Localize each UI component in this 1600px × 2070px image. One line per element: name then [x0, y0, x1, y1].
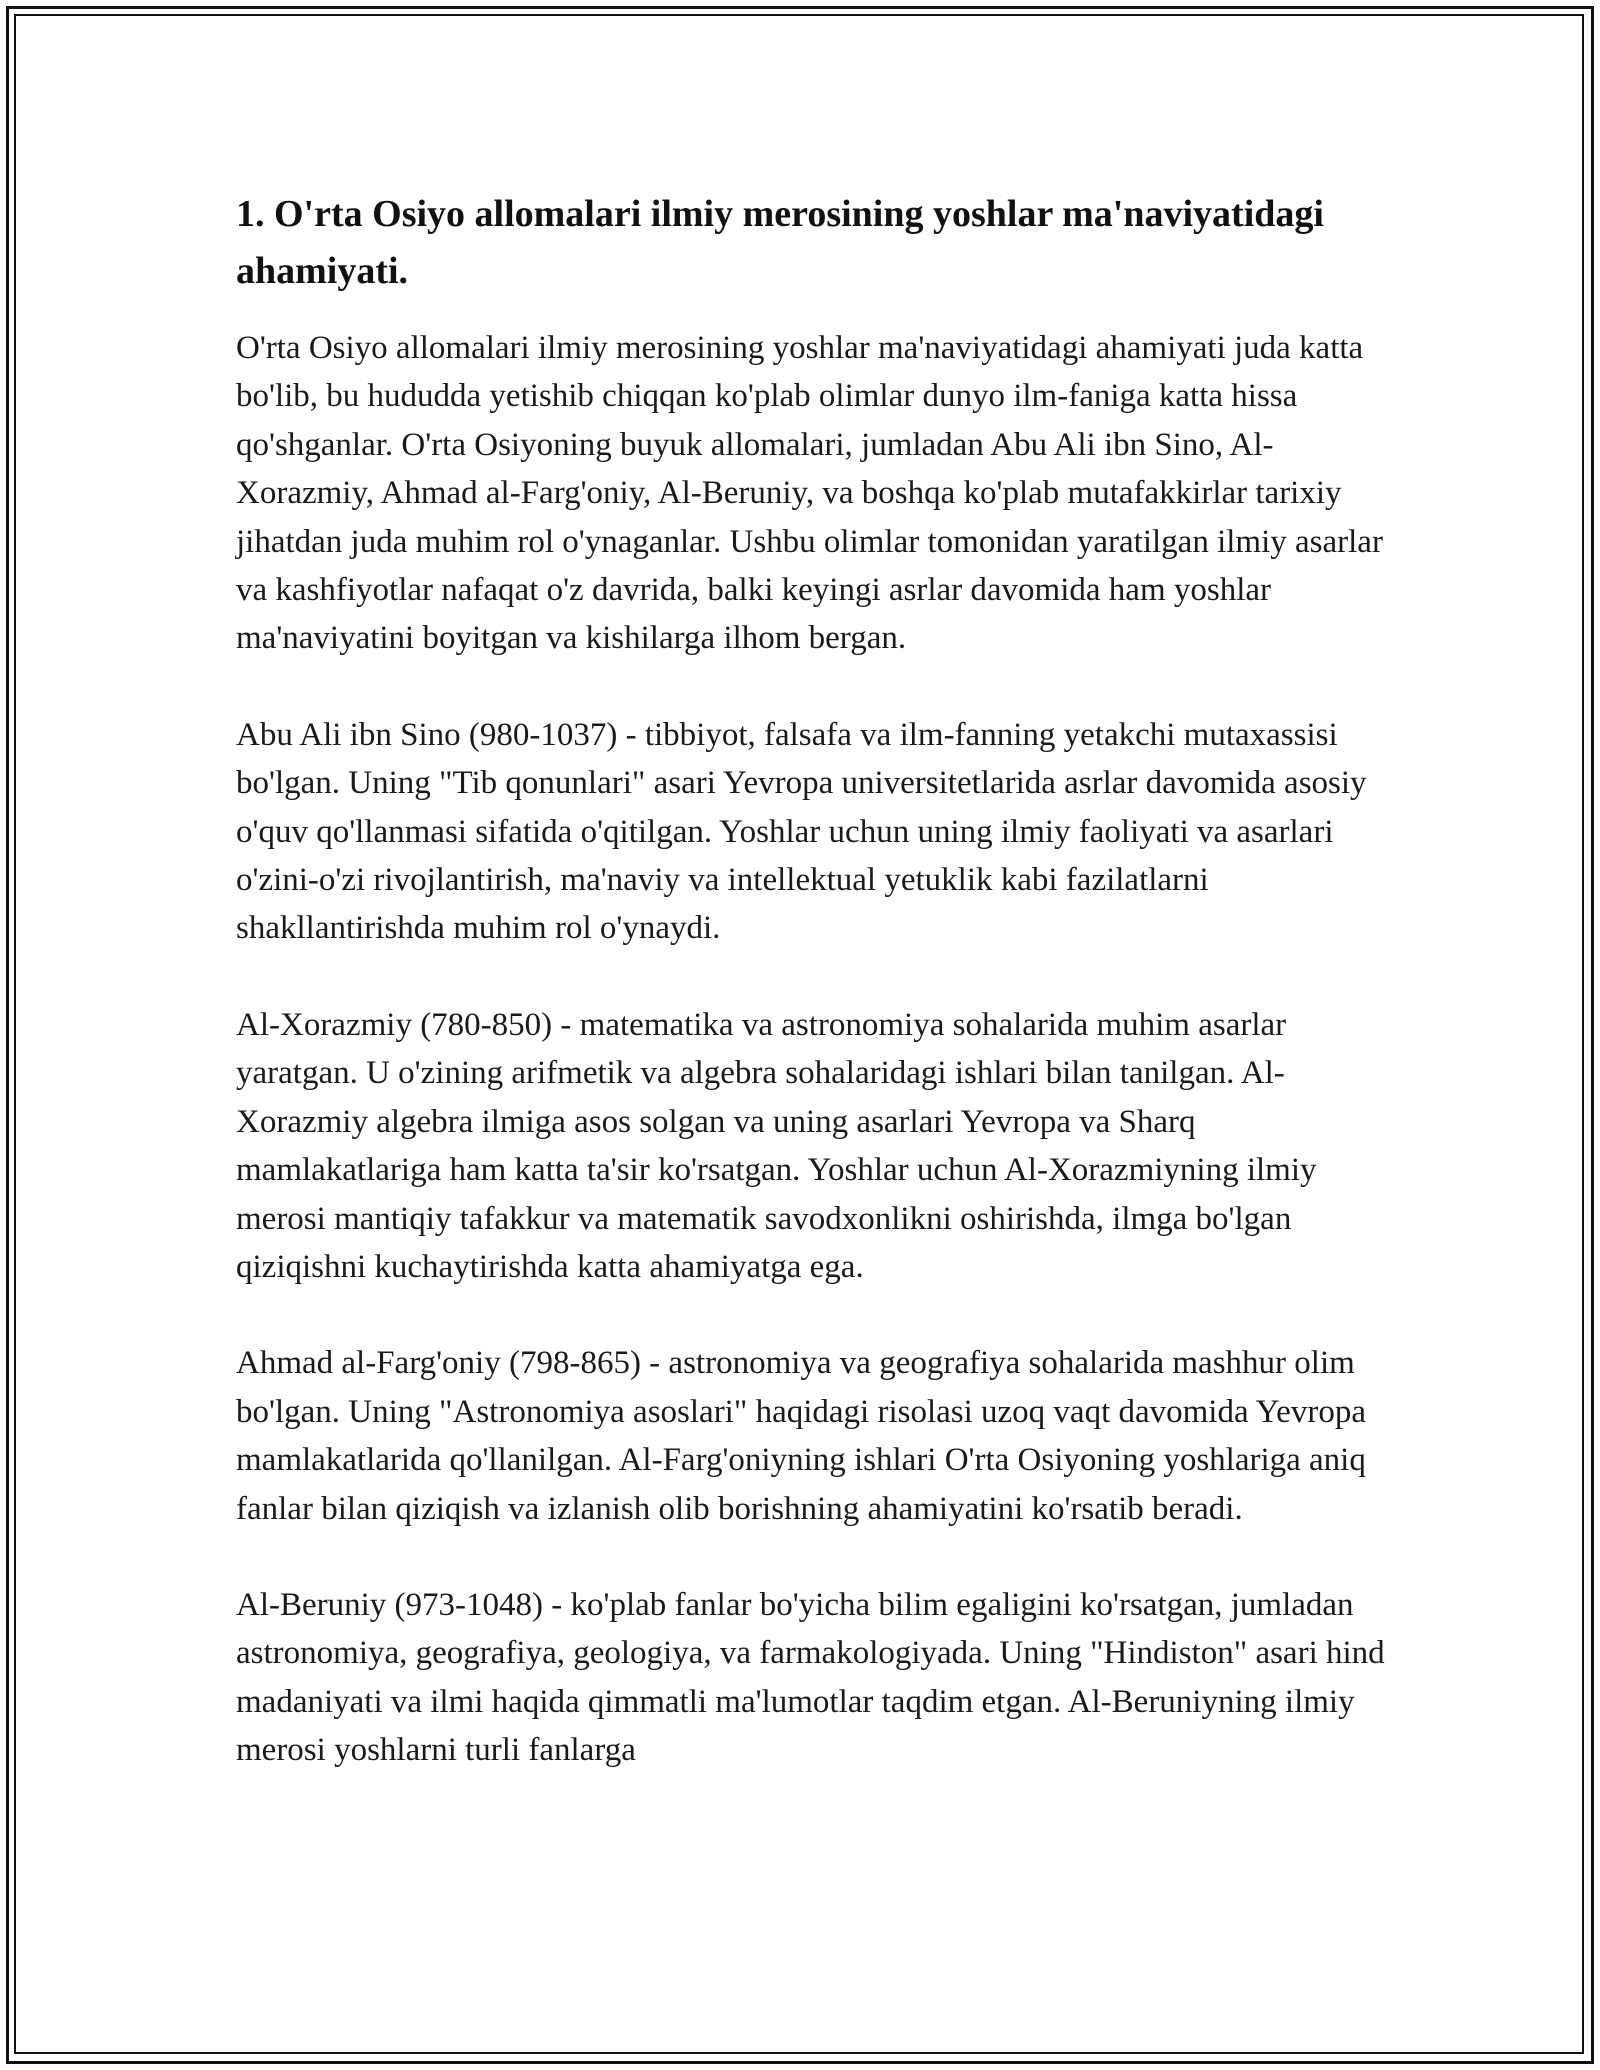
paragraph-al-fargoniy: Ahmad al-Farg'oniy (798-865) - astronomiya va geografiya sohalarida mashhur olim bo'lgan. Uning "Astronomiya asoslari" haqidagi risolasi uzoq vaqt davomida Yevropa mamlakatlarida qo'llanilgan. Al-Farg'oniyning ishlari O'rta Osiyoning yoshlariga aniq fanlar bilan qiziqish va izlanish olib borishning ahamiyatini ko'rsatib beradi. — [236, 1345, 1366, 1527]
paragraph-al-beruniy: Al-Beruniy (973-1048) - ko'plab fanlar bo'yicha bilim egaligini ko'rsatgan, jumladan astronomiya, geografiya, geologiya, va farmakologiyada. Uning "Hindiston" asari hind madaniyati va ilmi haqida qimmatli ma'lumotlar taqdim etgan. Al-Beruniyning ilmiy merosi yoshlarni turli fanlarga — [236, 1586, 1385, 1769]
section-heading: 1. O'rta Osiyo allomalari ilmiy merosining yoshlar ma'naviyatidagi ahamiyati. — [236, 193, 1324, 292]
paragraph-al-xorazmiy: Al-Xorazmiy (780-850) - matematika va astronomiya sohalarida muhim asarlar yaratgan. U o'zining arifmetik va algebra sohalaridagi ishlari bilan tanilgan. Al-Xorazmiy algebra ilmiga asos solgan va uning asarlari Yevropa va Sharq mamlakatlariga ham katta ta'sir ko'rsatgan. Yoshlar uchun Al-Xorazmiyning ilmiy merosi mantiqiy tafakkur va matematik savodxonlikni oshirishda, ilmga bo'lgan qiziqishni kuchaytirishda katta ahamiyatga ega. — [236, 1006, 1317, 1285]
paragraph-ibn-sino: Abu Ali ibn Sino (980-1037) - tibbiyot, falsafa va ilm-fanning yetakchi mutaxassisi bo'lgan. Uning "Tib qonunlari" asari Yevropa universitetlarida asrlar davomida asosiy o'quv qo'llanmasi sifatida o'qitilgan. Yoshlar uchun uning ilmiy faoliyati va asarlari o'zini-o'zi rivojlantirish, ma'naviy va intellektual yetuklik kabi fazilatlarni shakllantirishda muhim rol o'ynaydi. — [236, 716, 1367, 947]
paragraph-intro: O'rta Osiyo allomalari ilmiy merosining yoshlar ma'naviyatidagi ahamiyati juda katta bo'lib, bu hududda yetishib chiqqan ko'plab olimlar dunyo ilm-faniga katta hissa qo'shganlar. O'rta Osiyoning buyuk allomalari, jumladan Abu Ali ibn Sino, Al-Xorazmiy, Ahmad al-Farg'oniy, Al-Beruniy, va boshqa ko'plab mutafakkirlar tarixiy jihatdan juda muhim rol o'ynaganlar. Ushbu olimlar tomonidan yaratilgan ilmiy asarlar va kashfiyotlar nafaqat o'z davrida, balki keyingi asrlar davomida ham yoshlar ma'naviyatini boyitgan va kishilarga ilhom bergan. — [236, 330, 1383, 657]
document-body — [236, 186, 1386, 1823]
